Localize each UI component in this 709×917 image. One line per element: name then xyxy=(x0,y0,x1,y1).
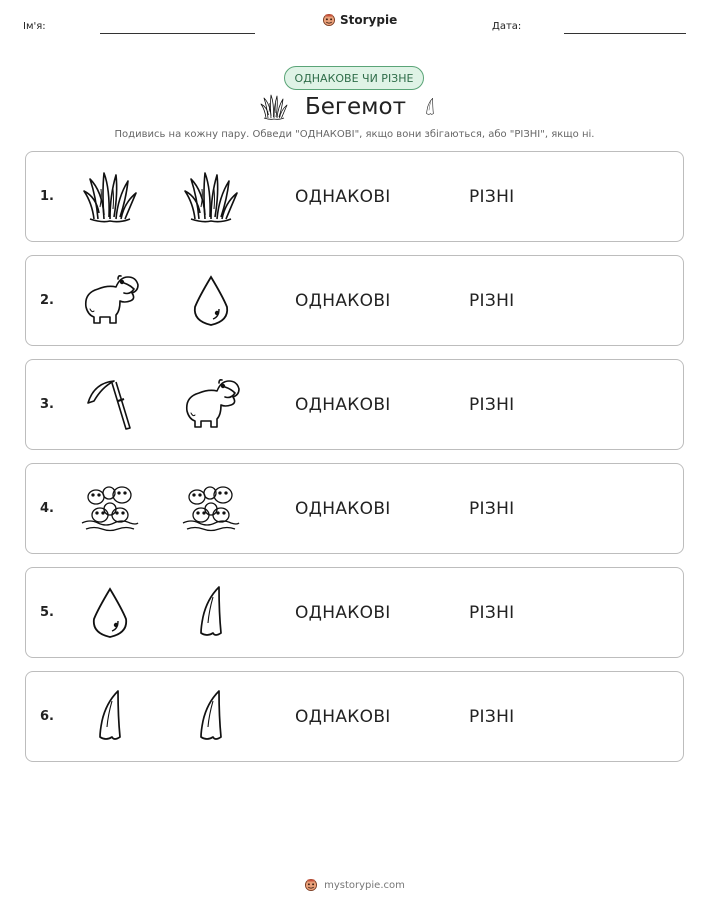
option-same[interactable]: ОДНАКОВІ xyxy=(295,499,391,519)
question-number: 3. xyxy=(40,397,54,412)
tusk-icon xyxy=(181,583,241,643)
question-number: 1. xyxy=(40,189,54,204)
scythe-icon xyxy=(80,375,140,435)
question-number: 5. xyxy=(40,605,54,620)
brand-logo xyxy=(322,13,397,27)
footer xyxy=(0,878,709,892)
question-row xyxy=(25,671,684,762)
question-row xyxy=(25,359,684,450)
name-line[interactable] xyxy=(100,33,255,34)
option-different[interactable]: РІЗНІ xyxy=(469,707,515,727)
date-label: Дата: xyxy=(492,21,522,32)
water-drop-icon xyxy=(181,271,241,331)
option-same[interactable]: ОДНАКОВІ xyxy=(295,707,391,727)
question-row xyxy=(25,463,684,554)
hippo-icon xyxy=(181,375,241,435)
question-row xyxy=(25,151,684,242)
question-row xyxy=(25,567,684,658)
option-different[interactable]: РІЗНІ xyxy=(469,499,515,519)
instruction-text: Подивись на кожну пару. Обведи "ОДНАКОВІ", якщо вони збігаються, або "РІЗНІ", якщо ні. xyxy=(114,129,595,140)
date-line[interactable] xyxy=(564,33,686,34)
option-same[interactable]: ОДНАКОВІ xyxy=(295,603,391,623)
grass-icon xyxy=(259,92,289,122)
storypie-logo-icon xyxy=(304,878,318,892)
name-label: Ім'я: xyxy=(23,21,46,32)
option-same[interactable]: ОДНАКОВІ xyxy=(295,187,391,207)
question-number: 2. xyxy=(40,293,54,308)
option-same[interactable]: ОДНАКОВІ xyxy=(295,395,391,415)
option-different[interactable]: РІЗНІ xyxy=(469,291,515,311)
question-row xyxy=(25,255,684,346)
option-different[interactable]: РІЗНІ xyxy=(469,395,515,415)
grass-icon xyxy=(181,167,241,227)
hippo-family-icon xyxy=(181,479,241,539)
option-different[interactable]: РІЗНІ xyxy=(469,187,515,207)
worksheet-type-badge: ОДНАКОВЕ ЧИ РІЗНЕ xyxy=(284,66,424,90)
page-title: Бегемот xyxy=(305,94,406,120)
question-number: 4. xyxy=(40,501,54,516)
storypie-logo-icon xyxy=(322,13,336,27)
tusk-icon xyxy=(425,92,445,122)
water-drop-icon xyxy=(80,583,140,643)
option-different[interactable]: РІЗНІ xyxy=(469,603,515,623)
brand-name: Storypie xyxy=(340,13,398,27)
option-same[interactable]: ОДНАКОВІ xyxy=(295,291,391,311)
hippo-icon xyxy=(80,271,140,331)
tusk-icon xyxy=(80,687,140,747)
footer-url[interactable]: mystorypie.com xyxy=(324,879,405,891)
grass-icon xyxy=(80,167,140,227)
hippo-family-icon xyxy=(80,479,140,539)
title-row xyxy=(0,92,709,126)
question-number: 6. xyxy=(40,709,54,724)
tusk-icon xyxy=(181,687,241,747)
